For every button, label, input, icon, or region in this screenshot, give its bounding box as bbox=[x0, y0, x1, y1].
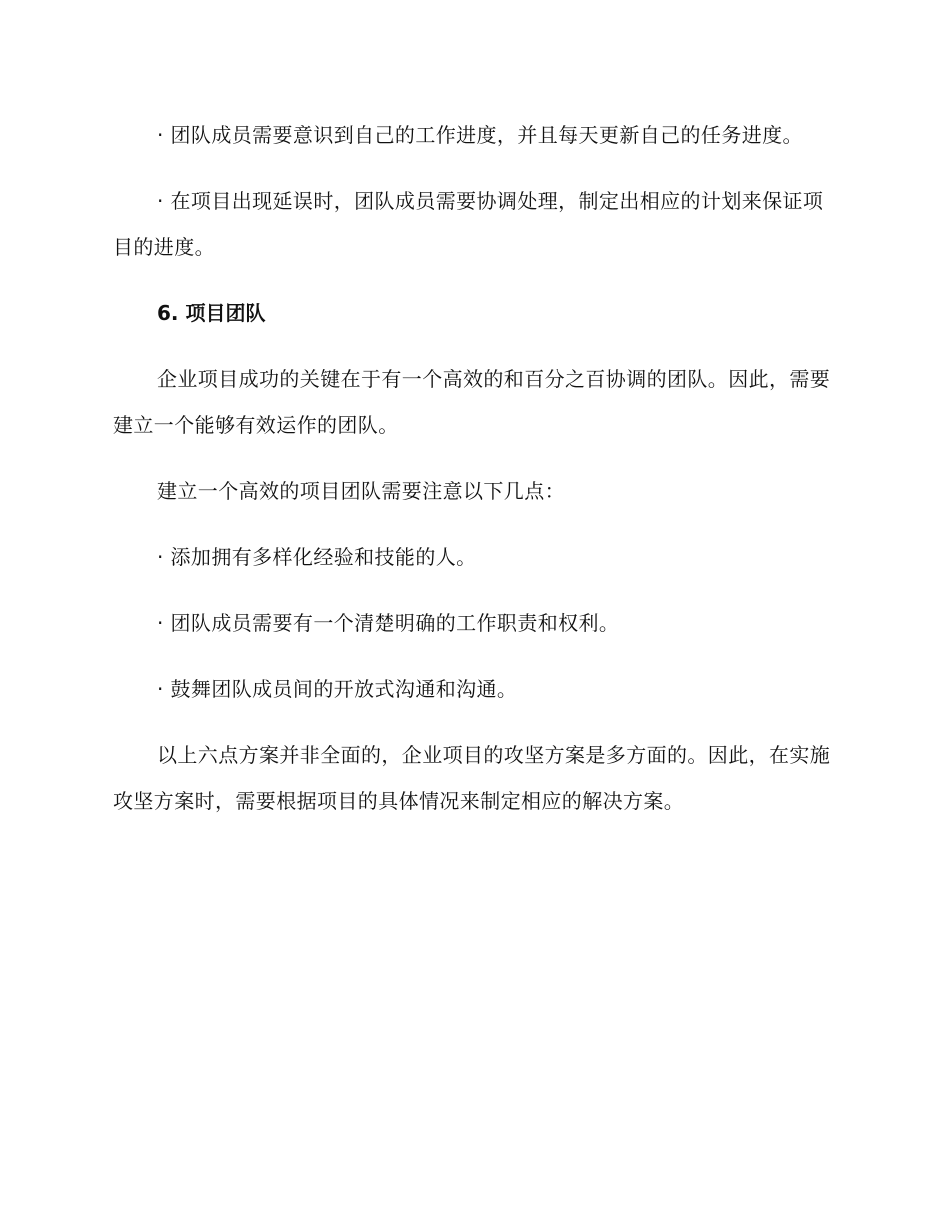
document-page bbox=[113, 112, 833, 844]
bullet-open-communication: · 鼓舞团队成员间的开放式沟通和沟通。 bbox=[157, 677, 518, 701]
bullet-clear-duties: · 团队成员需要有一个清楚明确的工作职责和权利。 bbox=[157, 611, 620, 635]
section-heading-project-team: 6. 项目团队 bbox=[157, 301, 266, 325]
bullet-progress-update: · 团队成员需要意识到自己的工作进度，并且每天更新自己的任务进度。 bbox=[157, 123, 803, 147]
bullet-diverse-skills: · 添加拥有多样化经验和技能的人。 bbox=[157, 545, 477, 569]
paragraph-team-key: 企业项目成功的关键在于有一个高效的和百分之百协调的团队。因此，需要建立一个能够有效运作的团队。 bbox=[113, 367, 831, 437]
paragraph-build-team-intro: 建立一个高效的项目团队需要注意以下几点： bbox=[157, 479, 565, 503]
bullet-delay-coordination: · 在项目出现延误时，团队成员需要协调处理，制定出相应的计划来保证项目的进度。 bbox=[113, 189, 824, 259]
paragraph-conclusion: 以上六点方案并非全面的，企业项目的攻坚方案是多方面的。因此，在实施攻坚方案时，需要根据项目的具体情况来制定相应的解决方案。 bbox=[113, 743, 831, 813]
